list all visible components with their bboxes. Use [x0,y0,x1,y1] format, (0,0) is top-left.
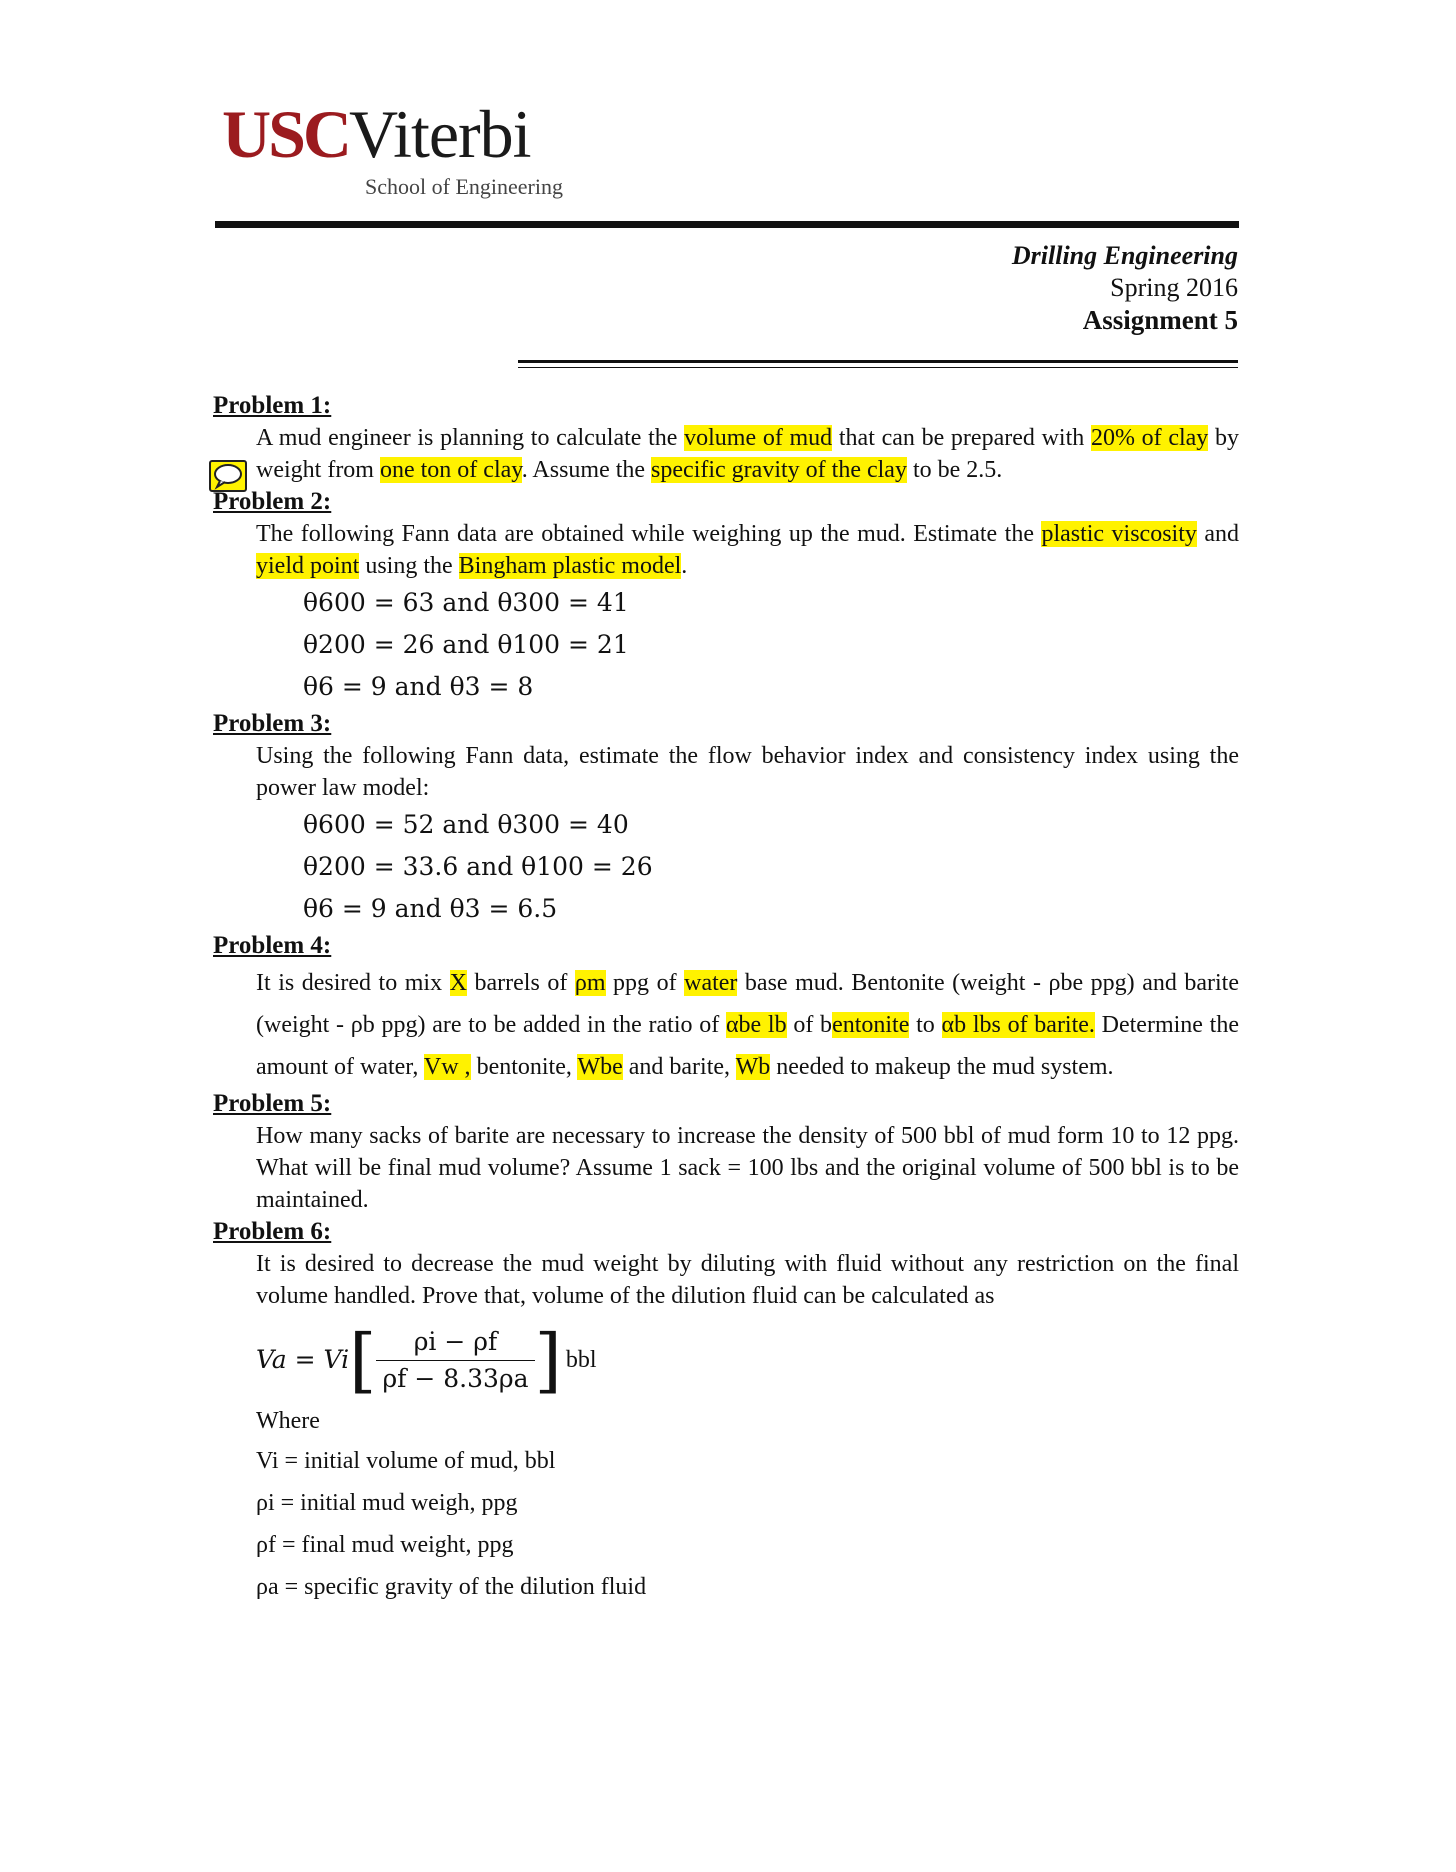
header-rule [215,221,1239,228]
text-span: Determine the amount of water, [256,1012,1239,1080]
problem-3-title: Problem 3: [213,710,332,737]
equation-line: θ200 = 33.6 and θ100 = 26 [303,852,653,881]
where-label: Where [256,1408,320,1434]
highlight: αbe lb [725,1012,787,1038]
problem-5-body: How many sacks of barite are necessary to increase the density of 500 bbl of mud form 10 to 12 ppg. What will be final mud volume? Assume 1 sack = 100 lbs and the original volume of 500 bbl is to be maintained. [256,1123,1239,1213]
problem-3-body: Using the following Fann data, estimate the flow behavior index and consistency index using the power law model: [256,743,1239,801]
text-span: The following Fann data are obtained while weighing up the mud. Estimate the [256,521,1042,547]
definition-item: ρi = initial mud weigh, ppg [256,1490,518,1516]
highlight: Wb [735,1054,771,1080]
text-span: . Assume the [521,457,652,483]
text-span: barrels of [466,970,575,996]
text-span: to be 2.5. [906,457,1003,483]
text-span: using the [359,553,459,579]
text-span: to [909,1012,942,1038]
highlight: volume of mud [684,425,833,451]
logo-school-text: School of Engineering [365,174,563,199]
text-span: needed to makeup the mud system. [770,1054,1114,1080]
text-span: . [681,553,688,579]
text-span: and barite, [622,1054,736,1080]
equation-line: θ600 = 52 and θ300 = 40 [303,810,629,839]
formula-unit: bbl [565,1347,597,1373]
assignment-body [213,390,1239,1608]
highlight: X [449,970,467,996]
formula-numerator: ρi − ρf [376,1326,534,1361]
assignment-title: Assignment 5 [1082,305,1238,335]
problem-2-body [256,518,1239,582]
usc-viterbi-logo [222,96,531,172]
highlight: plastic viscosity [1041,521,1197,547]
problem-6-title: Problem 6: [213,1218,332,1245]
logo-usc-text: USC [222,96,350,172]
dilution-formula [256,1318,1239,1402]
problem-1-body [256,422,1239,486]
text-span: of b [786,1012,833,1038]
text-span: that can be prepared with [832,425,1091,451]
highlight: entonite [832,1012,910,1038]
text-span: base mud. Bentonite (weight - ρbe ppg) and barite (weight - ρb ppg) are to be added in the ratio of [256,970,1240,1038]
logo-viterbi-text: Viterbi [349,96,531,172]
term: Spring 2016 [1110,273,1238,302]
problem-1-title: Problem 1: [213,392,332,419]
equation-line: θ6 = 9 and θ3 = 8 [303,672,534,701]
left-bracket: [ [349,1319,377,1401]
problem-4-title: Problem 4: [213,932,332,959]
definition-item: ρa = specific gravity of the dilution fluid [256,1574,647,1600]
text-span: ppg of [605,970,685,996]
equation-line: θ200 = 26 and θ100 = 21 [303,630,629,659]
highlight: αb lbs of barite. [941,1012,1095,1038]
header-double-rule-bottom [518,367,1238,368]
definitions-list [256,1440,1239,1608]
definition-item: ρf = final mud weight, ppg [256,1532,514,1558]
right-bracket: ] [534,1319,562,1401]
problem-5-title: Problem 5: [213,1090,332,1117]
formula-fraction [376,1326,534,1395]
highlight: water [684,970,738,996]
definition-item: Vi = initial volume of mud, bbl [256,1448,556,1474]
course-title: Drilling Engineering [1011,241,1238,270]
highlight: yield point [256,553,360,579]
problem-2-title: Problem 2: [213,488,332,515]
header-double-rule-top [518,360,1238,363]
formula-lhs: Va = Vi [256,1345,350,1374]
highlight: Bingham plastic model [458,553,682,579]
problem-6-body: It is desired to decrease the mud weight by diluting with fluid without any restriction on the final volume handled. Prove that, volume of the dilution fluid can be calculated as [256,1251,1239,1309]
highlight: one ton of clay [379,457,522,483]
text-span: A mud engineer is planning to calculate the [256,425,685,451]
highlight: Vw , [423,1054,471,1080]
text-span: and [1196,521,1240,547]
formula-denominator: ρf − 8.33ρa [382,1363,529,1393]
text-span: bentonite, [470,1054,578,1080]
equation-line: θ600 = 63 and θ300 = 41 [303,588,629,617]
equation-line: θ6 = 9 and θ3 = 6.5 [303,894,558,923]
highlight: ρm [574,970,606,996]
text-span: It is desired to mix [256,970,450,996]
highlight: specific gravity of the clay [651,457,907,483]
highlight: Wbe [577,1054,623,1080]
text-span: by weight from [256,425,1239,483]
problem-4-body [256,962,1239,1088]
highlight: 20% of clay [1090,425,1209,451]
